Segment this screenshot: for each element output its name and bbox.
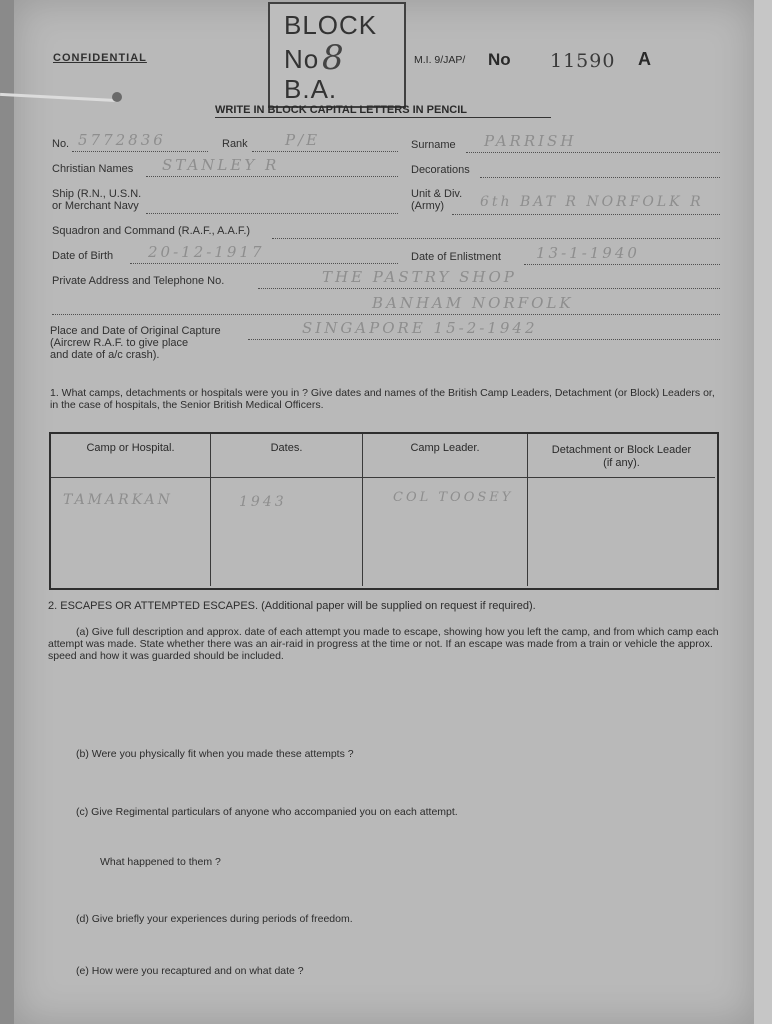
- capture-label-line1: Place and Date of Original Capture: [50, 325, 221, 337]
- confidential-label: CONFIDENTIAL: [53, 52, 147, 64]
- table-header-detachment: Detachment or Block Leader (if any).: [528, 434, 715, 478]
- surname-line: [466, 152, 720, 153]
- question-2d-text: (d) Give briefly your experiences during periods of freedom.: [76, 913, 353, 925]
- capture-value: SINGAPORE 15-2-1942: [302, 319, 538, 337]
- decorations-line: [480, 177, 720, 178]
- number-label: No: [488, 50, 511, 69]
- enlistment-label: Date of Enlistment: [411, 251, 501, 263]
- question-2b-text: (b) Were you physically fit when you made these attempts ?: [76, 748, 354, 760]
- question-2c-text: (c) Give Regimental particulars of anyone who accompanied you on each attempt.: [76, 806, 458, 818]
- table-header-camp: Camp or Hospital.: [51, 434, 211, 478]
- ship-label-line1: Ship (R.N., U.S.N.: [52, 188, 142, 200]
- squadron-line: [272, 238, 720, 239]
- block-stamp-line2: No: [284, 44, 320, 74]
- dob-value: 20-12-1917: [148, 243, 265, 261]
- table-cell-leader: [363, 478, 528, 586]
- dob-label: Date of Birth: [52, 250, 114, 262]
- surname-label: Surname: [411, 139, 456, 151]
- enlistment-line: [524, 264, 720, 265]
- ship-label: [52, 188, 141, 212]
- next-page-edge: [754, 0, 772, 1024]
- capture-label: [50, 325, 221, 361]
- surname-value: PARRISH: [484, 132, 577, 150]
- christian-names-line: [146, 176, 398, 177]
- dob-line: [130, 263, 398, 264]
- unit-value: 6th BAT R NORFOLK R: [480, 194, 704, 210]
- dates-value: 1943: [239, 494, 287, 510]
- squadron-label: Squadron and Command (R.A.F., A.A.F.): [52, 225, 251, 237]
- enlistment-value: 13-1-1940: [536, 244, 640, 262]
- address-line2: [52, 314, 720, 315]
- table-header-dates: Dates.: [211, 434, 363, 478]
- address-line1: [258, 288, 720, 289]
- block-stamp: [268, 2, 406, 108]
- no-line: [72, 151, 208, 152]
- ship-label-line2: or Merchant Navy: [52, 200, 139, 212]
- capture-label-line3: and date of a/c crash).: [50, 349, 160, 361]
- christian-names-label: Christian Names: [52, 163, 134, 175]
- unit-label-line2: (Army): [411, 200, 444, 212]
- table-cell-detachment: [528, 478, 715, 586]
- unit-line: [452, 214, 720, 215]
- leader-value: COL TOOSEY: [393, 490, 514, 505]
- block-stamp-line3: B.A.: [284, 74, 338, 104]
- question-2a-text: (a) Give full description and approx. date of each attempt you made to escape, showing how you left the camp, and from which camp each attempt was made. State whether there was an air-raid in progress at the time or not. If an escape was made from a train or vehicle the approx. speed and how it was guarded should be included.: [48, 626, 719, 662]
- capture-label-line2: (Aircrew R.A.F. to give place: [50, 337, 189, 349]
- christian-names-value: STANLEY R: [162, 156, 280, 174]
- unit-label: [411, 188, 462, 212]
- capture-line: [248, 339, 720, 340]
- decorations-label: Decorations: [411, 164, 470, 176]
- instruction-underline: [215, 117, 551, 118]
- address-value-line1: THE PASTRY SHOP: [322, 268, 517, 286]
- no-label: No.: [52, 138, 70, 150]
- table-cell-dates: [211, 478, 363, 586]
- camp-value: TAMARKAN: [63, 492, 173, 508]
- rank-line: [252, 151, 398, 152]
- table-cell-camp: [51, 478, 211, 586]
- question-1-text: 1. What camps, detachments or hospitals were you in ? Give dates and names of the British Camp Leaders, Detachment (or Block) Leaders or, in the case of hospitals, the Senior British Medical Officers.: [50, 387, 715, 411]
- address-value-line2: BANHAM NORFOLK: [372, 294, 574, 312]
- question-2c-sub-text: What happened to them ?: [100, 856, 221, 868]
- serial-letter: A: [638, 49, 651, 69]
- ship-line: [146, 213, 398, 214]
- block-number: 8: [322, 38, 345, 78]
- form-reference: M.I. 9/JAP/: [414, 54, 466, 66]
- serial-number: 11590: [550, 50, 616, 72]
- table-header-leader: Camp Leader.: [363, 434, 528, 478]
- question-2e-text: (e) How were you recaptured and on what date ?: [76, 965, 304, 977]
- rank-value: P/E: [285, 131, 321, 149]
- block-stamp-line1: BLOCK: [284, 10, 378, 40]
- rank-label: Rank: [222, 138, 248, 150]
- punch-hole: [112, 92, 122, 102]
- question-2-title: 2. ESCAPES OR ATTEMPTED ESCAPES. (Additional paper will be supplied on request if required).: [48, 600, 536, 612]
- instruction-text: WRITE IN BLOCK CAPITAL LETTERS IN PENCIL: [215, 104, 467, 116]
- camps-table: [49, 432, 719, 590]
- unit-label-line1: Unit & Div.: [411, 188, 463, 200]
- address-label: Private Address and Telephone No.: [52, 275, 225, 287]
- no-value: 5772836: [78, 131, 166, 149]
